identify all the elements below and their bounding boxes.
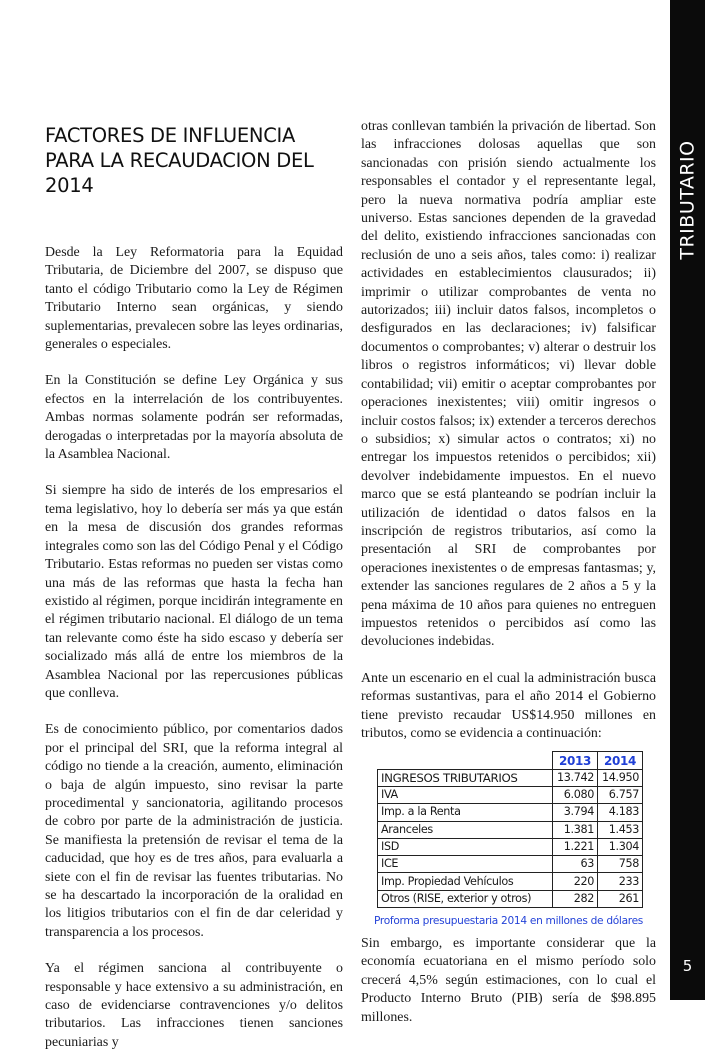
table-header-row: [378, 752, 643, 769]
value-2013: 13.742: [553, 769, 598, 786]
header-2013: 2013: [553, 752, 598, 769]
title-line: PARA LA RECAUDACION DEL: [45, 149, 314, 172]
table-row: [378, 821, 643, 838]
paragraph: otras conllevan también la privación de libertad. Son las infracciones dolosas aquellas que son sancionadas con prisión siendo actualmente los responsables el contador y el representante legal, pero la nueva normativa podría ampliar este universo. Estas sanciones dependen de la gravedad del delito, existiendo infracciones sancionadas con reclusión de uno a seis años, tales como: i) realizar actividades en establecimientos clausurados; ii) imprimir o utilizar comprobantes de venta no autorizados; iii) incluir datos falsos, incompletos o desfigurados en las declaraciones; iv) falsificar documentos o comprobantes; v) alterar o destruir los libros o registros informáticos; vi) llevar doble contabilidad; vii) emitir o aceptar comprobantes por operaciones inexistentes; viii) omitir ingresos o incluir costos falsos; ix) extender a terceros derechos o subsidios; x) simular actos o contratos; xi) no entregar los impuestos retenidos o percibidos; xii) devolver indebidamente impuestos. En el nuevo marco que se está planteando se podrían incluir la utilización de identidad o datos falsos en la inscripción de registros tributarios, así como la presentación al SRI de comprobantes por operaciones inexistentes o de empresas fantasmas; y, extender las sanciones regulares de 2 años a 5 y la pena máxima de 10 años para quienes no entreguen impuestos retenidos o percibidos así como las devoluciones indebidas.: [361, 119, 656, 650]
row-label: Imp. Propiedad Vehículos: [378, 873, 553, 890]
page-number: 5: [682, 957, 693, 975]
row-label: IVA: [378, 787, 553, 804]
section-label-text: TRIBUTARIO: [676, 140, 699, 260]
value-2014: 1.453: [598, 821, 643, 838]
value-2014: 1.304: [598, 838, 643, 855]
value-2014: 261: [598, 890, 643, 907]
left-column: [45, 118, 343, 1052]
revenue-table: [377, 751, 643, 908]
value-2014: 758: [598, 856, 643, 873]
row-label: Otros (RISE, exterior y otros): [378, 890, 553, 907]
value-2013: 6.080: [553, 787, 598, 804]
row-label: INGRESOS TRIBUTARIOS: [378, 769, 553, 786]
section-sidebar: [670, 0, 705, 1000]
paragraph: En la Constitución se define Ley Orgánica y sus efectos en la interrelación de los contribuyentes. Ambas normas solamente podrán ser reformadas, derogadas o interpretadas por la mayoría absoluta de la Asamblea Nacional.: [45, 373, 343, 463]
table-row: [378, 856, 643, 873]
value-2014: 233: [598, 873, 643, 890]
row-label: ISD: [378, 838, 553, 855]
section-label: [670, 130, 705, 270]
table-caption: Proforma presupuestaria 2014 en millones de dólares: [373, 915, 644, 928]
value-2013: 220: [553, 873, 598, 890]
header-2014: 2014: [598, 752, 643, 769]
paragraph: Ante un escenario en el cual la administración busca reformas sustantivas, para el año 2014 el Gobierno tiene previsto recaudar US$14.950 millones en tributos, como se evidencia a continuación:: [361, 670, 656, 741]
article-title: [45, 123, 343, 198]
value-2013: 1.221: [553, 838, 598, 855]
value-2014: 6.757: [598, 787, 643, 804]
row-label: ICE: [378, 856, 553, 873]
value-2013: 282: [553, 890, 598, 907]
revenue-table-container: [377, 751, 643, 908]
table-row: [378, 873, 643, 890]
value-2013: 3.794: [553, 804, 598, 821]
table-row: [378, 804, 643, 821]
value-2014: 4.183: [598, 804, 643, 821]
row-label: Imp. a la Renta: [378, 804, 553, 821]
paragraph: Es de conocimiento público, por comentarios dados por el principal del SRI, que la reforma integral al código no tiende a la creación, aumento, eliminación o baja de algún impuesto, sino revisar la parte procedimental y sancionatoria, agilitando procesos de cobro por parte de la administración de justicia. Se manifiesta la pretensión de revisar el tema de la caducidad, que hoy es de tres años, para evaluarla a siete con el fin de revisar las fuentes tributarias. No se ha descartado la incorporación de la oralidad en los litigios tributarios con el fin de dar celeridad y transparencia a los procesos.: [45, 722, 343, 940]
table-row: [378, 787, 643, 804]
paragraph: Si siempre ha sido de interés de los empresarios el tema legislativo, hoy lo debería ser más ya que están en la mesa de discusión dos grandes reformas integrales como son las del Código Penal y el Código Tributario. Estas reformas no pueden ser vistas como una más de las reformas que hasta la fecha han existido al régimen, porque incidirán integramente en el régimen tributario nacional. El diálogo de un tema tan relevante como éste ha sido escaso y debería ser socializado más allá de entre los miembros de la Asamblea Nacional por las repercusiones públicas que conlleva.: [45, 483, 343, 701]
value-2013: 1.381: [553, 821, 598, 838]
paragraph: Ya el régimen sanciona al contribuyente o responsable y hace extensivo a su administración, en caso de evidenciarse contravenciones y/o delitos tributarios. Las infracciones tienen sanciones pecuniarias y: [45, 961, 343, 1050]
row-label: Aranceles: [378, 821, 553, 838]
value-2014: 14.950: [598, 769, 643, 786]
paragraph: Sin embargo, es importante considerar que la economía ecuatoriana en el mismo período solo crecerá 4,5% según estimaciones, con lo cual el Producto Interno Bruto (PIB) sería de $98.895 millones.: [361, 936, 656, 1025]
header-blank-cell: [378, 752, 553, 769]
table-row: [378, 890, 643, 907]
value-2013: 63: [553, 856, 598, 873]
paragraph: Desde la Ley Reformatoria para la Equidad Tributaria, de Diciembre del 2007, se dispuso que tanto el código Tributario como la Ley de Régimen Tributario Interno sean orgánicas, y siendo suplementarias, prevalecen sobre las leyes ordinarias, generales o especiales.: [45, 245, 343, 353]
table-row: [378, 838, 643, 855]
right-column: [361, 118, 656, 1027]
table-row: [378, 769, 643, 786]
title-line: FACTORES DE INFLUENCIA: [45, 124, 296, 147]
title-line: 2014: [45, 174, 94, 197]
